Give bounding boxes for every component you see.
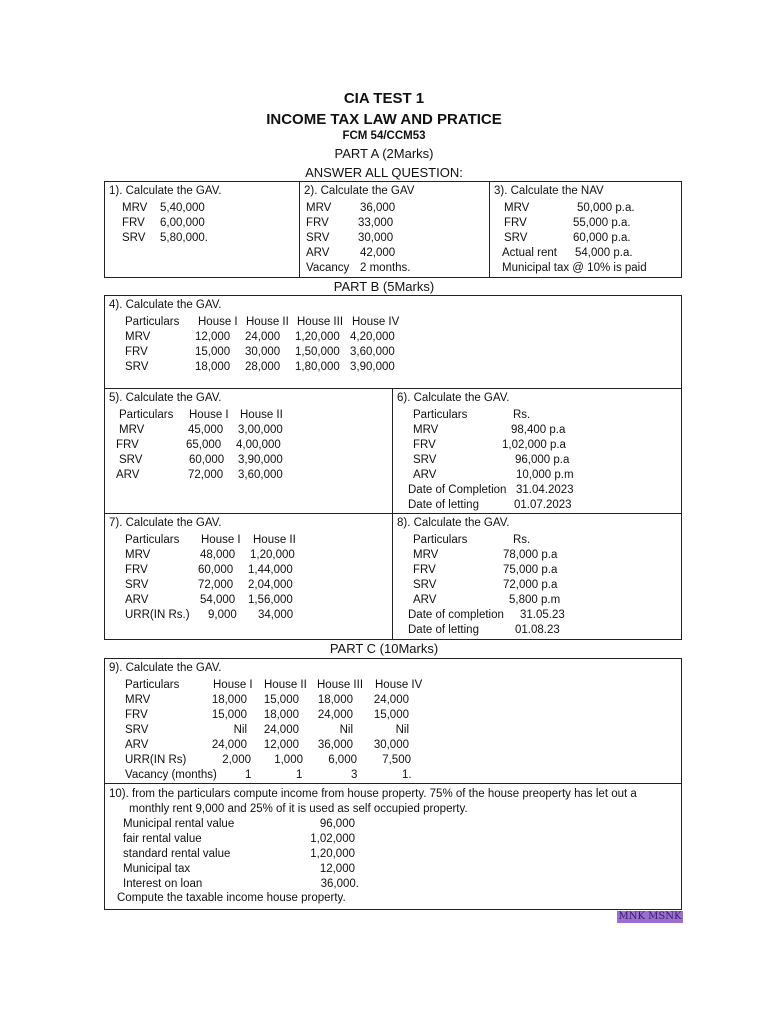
cell: ARV: [125, 739, 149, 751]
column-header: Particulars: [125, 679, 180, 691]
cell: 3,60,000: [350, 346, 395, 358]
cell: URR(IN Rs): [125, 754, 187, 766]
cell: 1.: [402, 769, 412, 781]
cell: 24,000: [317, 709, 353, 721]
question-1-title: 1). Calculate the GAV.: [109, 185, 222, 197]
column-header: House II: [240, 409, 283, 421]
row-value: 6,00,000: [160, 217, 205, 229]
cell: 4,00,000: [236, 439, 281, 451]
cell: SRV: [413, 454, 437, 466]
cell: Municipal tax: [123, 863, 191, 875]
question-7-title: 7). Calculate the GAV.: [109, 517, 222, 529]
part-c-title: PART C (10Marks): [329, 641, 439, 656]
question-5-title: 5). Calculate the GAV.: [109, 392, 222, 404]
question-4-title: 4). Calculate the GAV.: [109, 299, 222, 311]
municipal-tax-note: Municipal tax @ 10% is paid: [502, 262, 647, 274]
question-2-box: [299, 181, 490, 278]
cell: 1,50,000: [295, 346, 340, 358]
cell: 01.08.23: [515, 624, 560, 636]
cell: 6,000: [328, 754, 357, 766]
cell: FRV: [413, 564, 436, 576]
row-label: Vacancy: [306, 262, 350, 274]
cell: SRV: [125, 361, 149, 373]
cell: 24,000: [211, 739, 247, 751]
cell: 72,000: [198, 579, 234, 591]
cell: 78,000 p.a: [503, 549, 558, 561]
cell: 1,20,000: [295, 331, 340, 343]
cell: 45,000: [188, 424, 224, 436]
cell: MRV: [125, 694, 151, 706]
row-value: 5,80,000.: [160, 232, 208, 244]
column-header: Particulars: [119, 409, 174, 421]
row-label: MRV: [122, 202, 148, 214]
cell: 30,000: [245, 346, 281, 358]
row-label: ARV: [306, 247, 330, 259]
question-6-box: [392, 388, 682, 514]
part-b-title: PART B (5Marks): [333, 279, 435, 294]
column-header: House III: [297, 316, 344, 328]
cell: 3,60,000: [238, 469, 283, 481]
cell: MRV: [125, 549, 151, 561]
column-header: House II: [264, 679, 307, 691]
question-7-box: [104, 513, 393, 640]
cell: 34,000: [258, 609, 294, 621]
cell: 2,000: [222, 754, 251, 766]
column-header: House I: [201, 534, 241, 546]
cell: Date of completion: [408, 609, 504, 621]
cell: MRV: [119, 424, 145, 436]
question-10-footer: Compute the taxable income house property.: [117, 892, 346, 904]
row-value: 30,000: [358, 232, 394, 244]
test-title: CIA TEST 1: [343, 90, 425, 107]
cell: Date of Completion: [408, 484, 507, 496]
cell: Municipal rental value: [123, 818, 235, 830]
instruction: ANSWER ALL QUESTION:: [305, 165, 463, 180]
column-header: House I: [189, 409, 229, 421]
row-value: 55,000 p.a.: [573, 217, 631, 229]
part-a-title: PART A (2Marks): [334, 146, 434, 161]
cell: 15,000: [211, 709, 247, 721]
cell: 15,000: [195, 346, 231, 358]
cell: 18,000: [263, 709, 299, 721]
cell: 1,20,000: [250, 549, 295, 561]
row-value: 42,000: [360, 247, 396, 259]
cell: 1,02,000 p.a: [502, 439, 566, 451]
row-label: Actual rent: [502, 247, 557, 259]
row-label: SRV: [122, 232, 146, 244]
cell: SRV: [125, 724, 149, 736]
cell: 15,000: [373, 709, 409, 721]
cell: SRV: [125, 579, 149, 591]
cell: 1: [245, 769, 252, 781]
column-header: Rs.: [513, 409, 531, 421]
row-value: 60,000 p.a.: [573, 232, 631, 244]
row-value: 33,000: [358, 217, 394, 229]
cell: 5,800 p.m: [509, 594, 561, 606]
cell: 12,000: [195, 331, 231, 343]
row-label: SRV: [306, 232, 330, 244]
cell: 98,400 p.a: [511, 424, 566, 436]
cell: 18,000: [211, 694, 247, 706]
cell: SRV: [413, 579, 437, 591]
column-header: Particulars: [125, 316, 180, 328]
cell: ARV: [413, 594, 437, 606]
cell: 60,000: [198, 564, 234, 576]
cell: ARV: [413, 469, 437, 481]
column-header: House IV: [352, 316, 400, 328]
course-code: FCM 54/CCM53: [342, 130, 426, 142]
cell: 3,00,000: [238, 424, 283, 436]
cell: 1,80,000: [295, 361, 340, 373]
cell: 60,000: [189, 454, 225, 466]
cell: 9,000: [208, 609, 237, 621]
cell: 10,000 p.m: [516, 469, 574, 481]
cell: 3,90,000: [350, 361, 395, 373]
cell: FRV: [116, 439, 139, 451]
cell: 12,000: [263, 739, 299, 751]
cell: 7,500: [382, 754, 411, 766]
cell: Date of letting: [408, 624, 479, 636]
question-10-text-line-2: monthly rent 9,000 and 25% of it is used as self occupied property.: [129, 803, 468, 815]
cell: MRV: [413, 424, 439, 436]
column-header: Particulars: [125, 534, 180, 546]
cell: 96,000 p.a: [515, 454, 570, 466]
cell: 1,02,000: [310, 833, 355, 845]
cell: 2,04,000: [248, 579, 293, 591]
cell: 24,000: [373, 694, 409, 706]
column-header: House III: [317, 679, 364, 691]
cell: standard rental value: [123, 848, 231, 860]
cell: ARV: [125, 594, 149, 606]
cell: 4,20,000: [350, 331, 395, 343]
row-value: 5,40,000: [160, 202, 205, 214]
cell: 15,000: [263, 694, 299, 706]
cell: 36,000: [317, 739, 353, 751]
cell: 3,90,000: [238, 454, 283, 466]
cell: FRV: [125, 564, 148, 576]
cell: URR(IN Rs.): [125, 609, 190, 621]
column-header: House IV: [375, 679, 423, 691]
cell: 01.07.2023: [514, 499, 572, 511]
column-header: House II: [246, 316, 289, 328]
cell: 30,000: [373, 739, 409, 751]
cell: 1,20,000: [310, 848, 355, 860]
column-header: Rs.: [513, 534, 531, 546]
cell: Vacancy (months): [125, 769, 217, 781]
cell: 24,000: [263, 724, 299, 736]
cell: 1: [296, 769, 303, 781]
question-2-title: 2). Calculate the GAV: [304, 185, 415, 197]
cell: 31.05.23: [520, 609, 565, 621]
cell: 54,000: [200, 594, 236, 606]
question-10-box: [104, 783, 682, 910]
cell: 36,000.: [320, 878, 359, 890]
cell: MRV: [125, 331, 151, 343]
row-value: 54,000 p.a.: [575, 247, 633, 259]
question-10-text-line-1: 10). from the particulars compute income from house property. 75% of the house preoperty has let out a: [109, 788, 637, 800]
cell: FRV: [125, 346, 148, 358]
row-value: 50,000 p.a.: [577, 202, 635, 214]
row-label: FRV: [122, 217, 145, 229]
cell: 28,000: [245, 361, 281, 373]
column-header: Particulars: [413, 534, 468, 546]
cell: 24,000: [245, 331, 281, 343]
cell: ARV: [116, 469, 140, 481]
column-header: Particulars: [413, 409, 468, 421]
cell: MRV: [413, 549, 439, 561]
cell: 72,000: [188, 469, 224, 481]
column-header: House I: [198, 316, 238, 328]
signature-stamp: MNK MSNK: [618, 911, 682, 922]
question-8-title: 8). Calculate the GAV.: [397, 517, 510, 529]
cell: FRV: [125, 709, 148, 721]
question-5-box: [104, 388, 393, 514]
cell: fair rental value: [123, 833, 202, 845]
cell: Interest on loan: [123, 878, 203, 890]
question-4-box: [104, 295, 682, 389]
question-8-box: [392, 513, 682, 640]
row-value: 2 months.: [360, 262, 411, 274]
subject-title: INCOME TAX LAW AND PRATICE: [266, 111, 502, 128]
question-9-title: 9). Calculate the GAV.: [109, 662, 222, 674]
cell: SRV: [119, 454, 143, 466]
cell: Date of letting: [408, 499, 479, 511]
question-3-box: [489, 181, 682, 278]
cell: 3: [351, 769, 358, 781]
question-1-box: [104, 181, 300, 278]
row-label: MRV: [504, 202, 530, 214]
column-header: House II: [253, 534, 296, 546]
cell: Nil: [339, 724, 353, 736]
question-6-title: 6). Calculate the GAV.: [397, 392, 510, 404]
cell: Nil: [233, 724, 247, 736]
cell: 75,000 p.a: [503, 564, 558, 576]
row-label: MRV: [306, 202, 332, 214]
cell: 1,000: [274, 754, 303, 766]
question-3-title: 3). Calculate the NAV: [494, 185, 604, 197]
cell: Nil: [395, 724, 409, 736]
column-header: House I: [213, 679, 253, 691]
row-label: FRV: [306, 217, 329, 229]
cell: 18,000: [317, 694, 353, 706]
cell: 48,000: [200, 549, 236, 561]
row-label: FRV: [504, 217, 527, 229]
cell: 65,000: [186, 439, 222, 451]
cell: 1,44,000: [248, 564, 293, 576]
row-label: SRV: [504, 232, 528, 244]
cell: 31.04.2023: [516, 484, 574, 496]
cell: 12,000: [319, 863, 355, 875]
cell: 96,000: [319, 818, 355, 830]
cell: 72,000 p.a: [503, 579, 558, 591]
cell: FRV: [413, 439, 436, 451]
row-value: 36,000: [360, 202, 396, 214]
cell: 18,000: [195, 361, 231, 373]
cell: 1,56,000: [248, 594, 293, 606]
question-9-box: [104, 658, 682, 784]
